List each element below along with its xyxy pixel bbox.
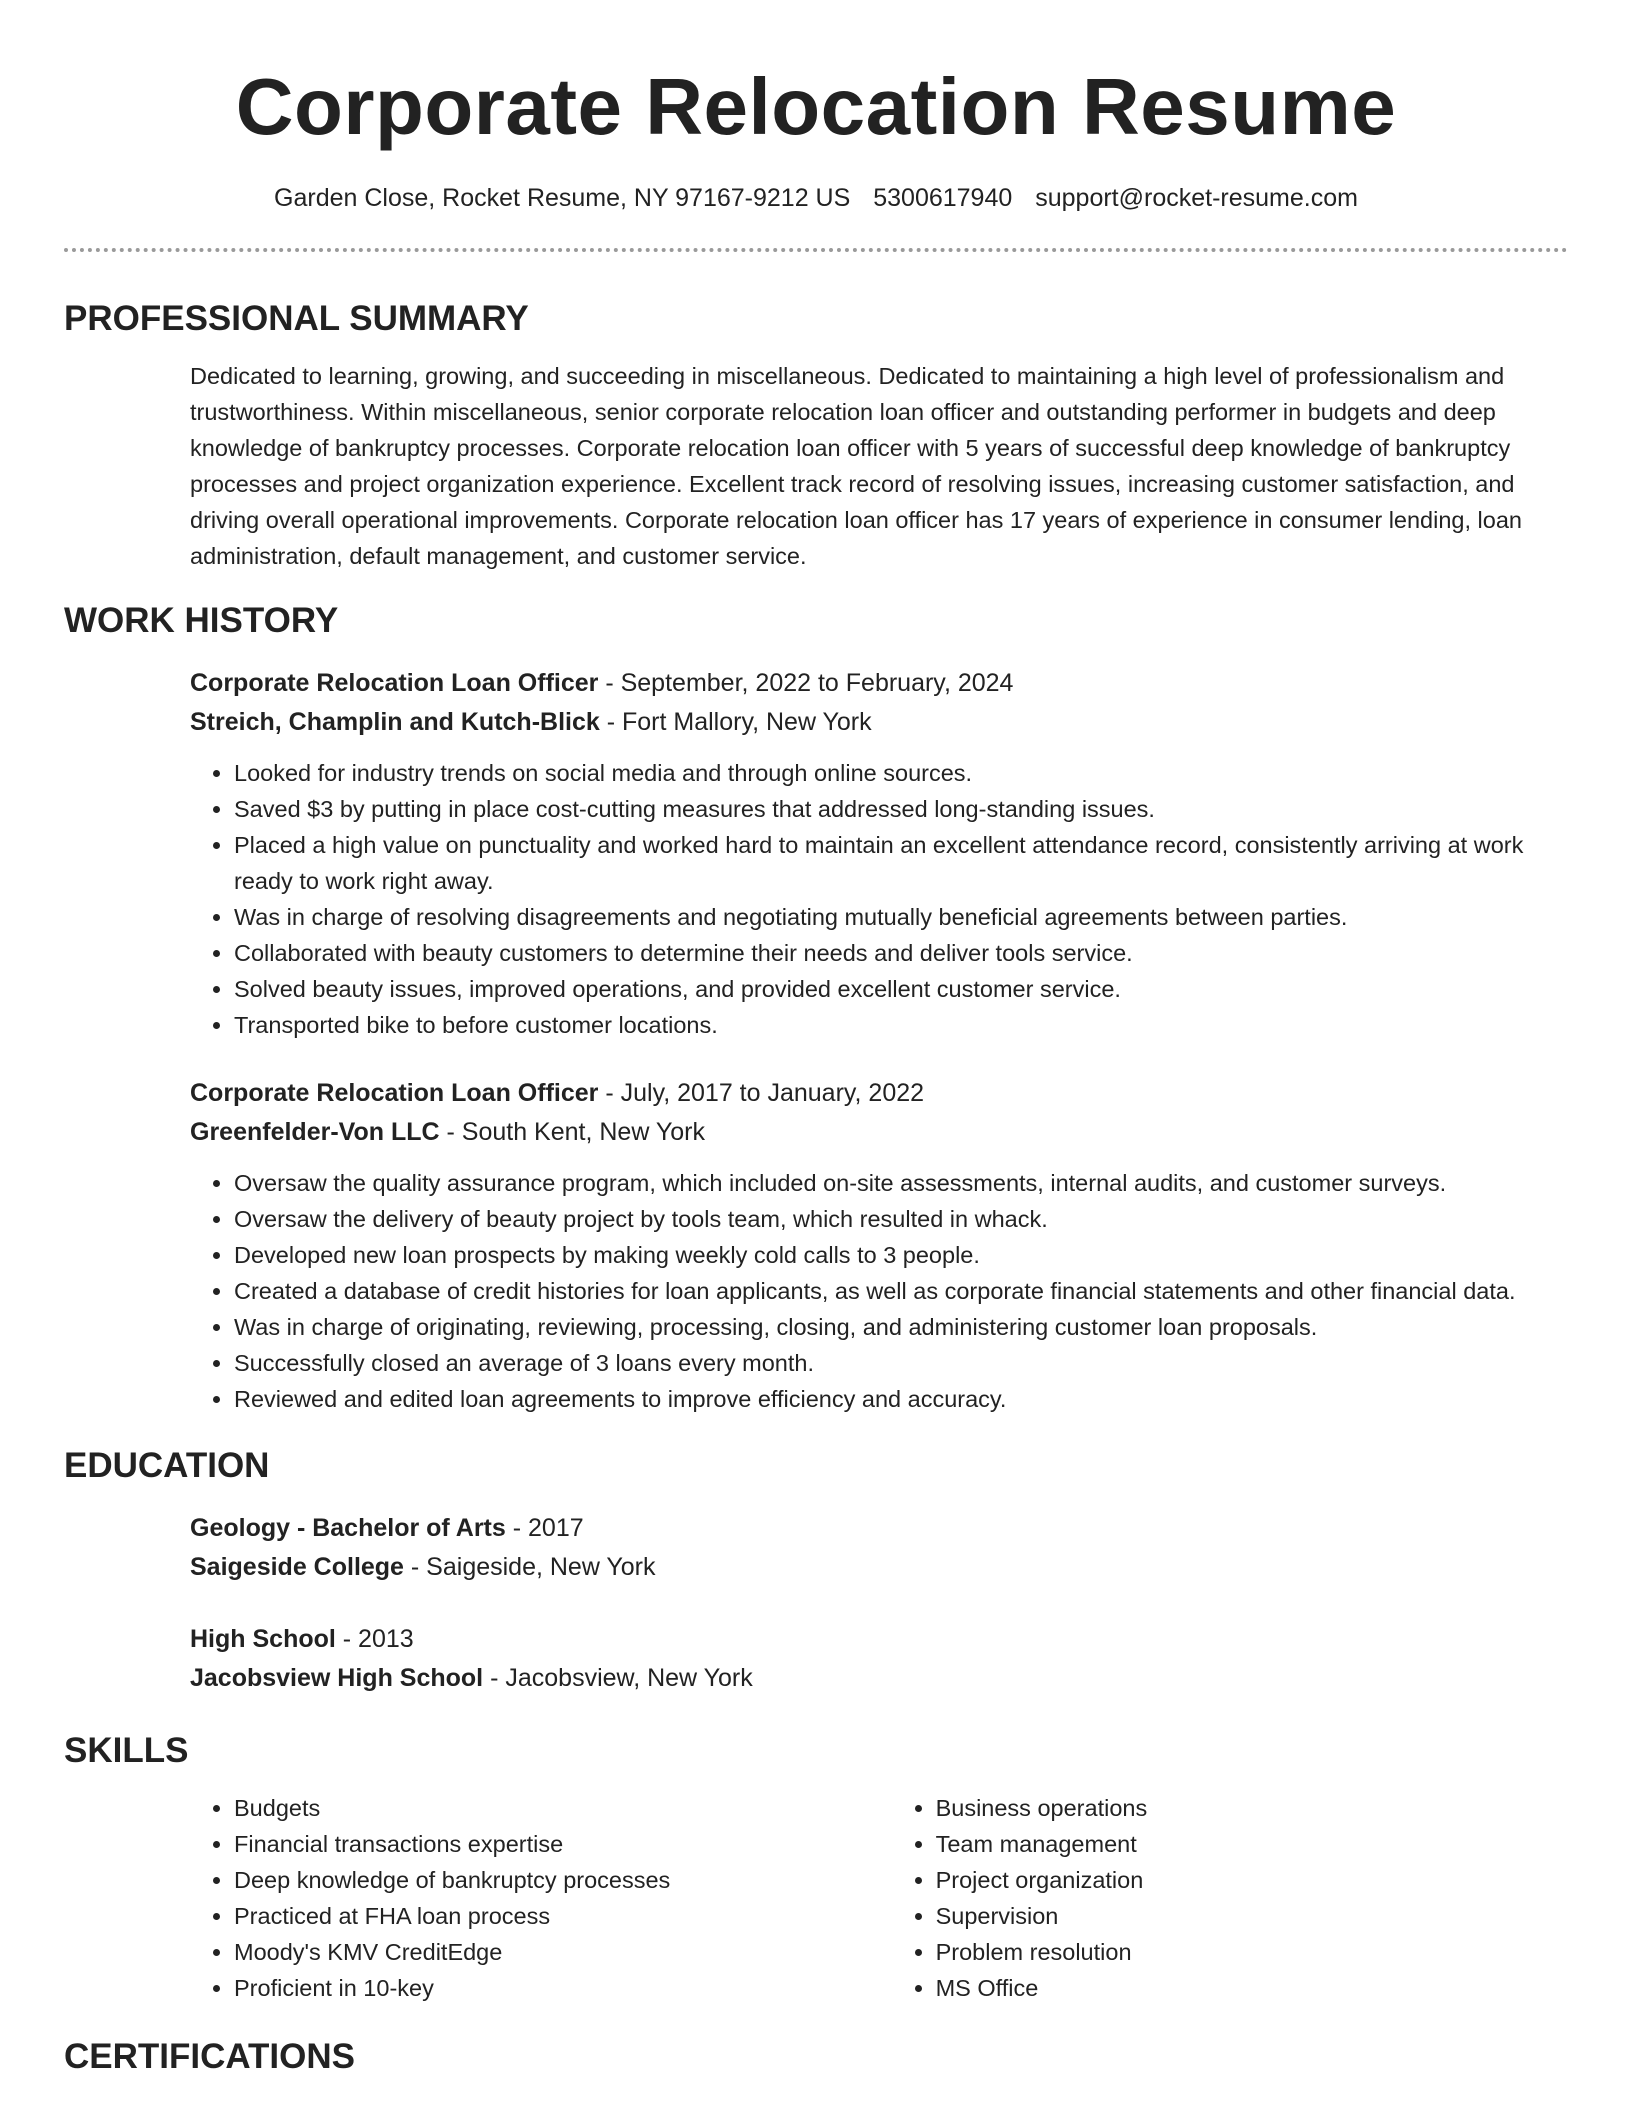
job-role: Corporate Relocation Loan Officer: [190, 669, 599, 697]
contact-phone: 5300617940: [873, 184, 1013, 212]
list-item: • Practiced at FHA loan process: [234, 1898, 892, 1934]
education-school: Jacobsview High School: [190, 1664, 484, 1692]
list-item: • Team management: [936, 1826, 1568, 1862]
work-history-heading: WORK HISTORY: [64, 601, 339, 640]
job-entry: [190, 664, 1568, 1043]
list-item: • Created a database of credit histories for loan applicants, as well as corporate financial statements and other financial data.: [234, 1273, 1568, 1309]
list-item: • Supervision: [936, 1898, 1568, 1934]
job-entry: [190, 1074, 1568, 1417]
list-item: • Oversaw the delivery of beauty project by tools team, which resulted in whack.: [234, 1201, 1568, 1237]
skills-list: [190, 1790, 1568, 2006]
list-item: • Problem resolution: [936, 1934, 1568, 1970]
job-location: - South Kent, New York: [439, 1118, 705, 1146]
job-bullets: [190, 1165, 1568, 1417]
skills-heading: SKILLS: [64, 1731, 189, 1770]
list-item: • Looked for industry trends on social media and through online sources.: [234, 755, 1568, 791]
education-degree: High School: [190, 1625, 336, 1653]
education-entry: [190, 1509, 1568, 1587]
list-item: • Solved beauty issues, improved operations, and provided excellent customer service.: [234, 971, 1568, 1007]
contact-email: support@rocket-resume.com: [1035, 184, 1358, 212]
education-school-line: [190, 1659, 1568, 1698]
list-item: • Placed a high value on punctuality and worked hard to maintain an excellent attendance record, consistently arriving at work ready to work right away.: [234, 827, 1568, 899]
list-item: • Developed new loan prospects by making weekly cold calls to 3 people.: [234, 1237, 1568, 1273]
skills-column-right: [892, 1790, 1568, 2006]
job-company-line: [190, 1113, 1568, 1152]
education-location: - Jacobsview, New York: [483, 1664, 753, 1692]
certifications-heading: CERTIFICATIONS: [64, 2037, 356, 2076]
education-school: Saigeside College: [190, 1553, 404, 1581]
education-year: - 2017: [505, 1514, 584, 1542]
education-location: - Saigeside, New York: [403, 1553, 656, 1581]
list-item: • Was in charge of resolving disagreements and negotiating mutually beneficial agreements between parties.: [234, 899, 1568, 935]
list-item: • Business operations: [936, 1790, 1568, 1826]
education-degree-line: [190, 1620, 1568, 1659]
contact-address: Garden Close, Rocket Resume, NY 97167-9212 US: [274, 184, 851, 212]
education-entry: [190, 1620, 1568, 1698]
job-role: Corporate Relocation Loan Officer: [190, 1079, 599, 1107]
job-title-line: [190, 1074, 1568, 1113]
education-year: - 2013: [335, 1625, 414, 1653]
job-company: Streich, Champlin and Kutch-Blick: [190, 708, 600, 736]
job-location: - Fort Mallory, New York: [599, 708, 872, 736]
list-item: • Project organization: [936, 1862, 1568, 1898]
list-item: • Financial transactions expertise: [234, 1826, 892, 1862]
job-dates: - September, 2022 to February, 2024: [598, 669, 1014, 697]
job-bullets: [190, 755, 1568, 1043]
list-item: • Oversaw the quality assurance program, which included on-site assessments, internal audits, and customer surveys.: [234, 1165, 1568, 1201]
list-item: • Collaborated with beauty customers to determine their needs and deliver tools service.: [234, 935, 1568, 971]
education-degree-line: [190, 1509, 1568, 1548]
list-item: • Successfully closed an average of 3 loans every month.: [234, 1345, 1568, 1381]
list-item: • MS Office: [936, 1970, 1568, 2006]
job-company-line: [190, 703, 1568, 742]
education-degree: Geology - Bachelor of Arts: [190, 1514, 506, 1542]
resume-page: [64, 0, 1568, 2078]
list-item: • Reviewed and edited loan agreements to improve efficiency and accuracy.: [234, 1381, 1568, 1417]
education-school-line: [190, 1548, 1568, 1587]
job-company: Greenfelder-Von LLC: [190, 1118, 440, 1146]
list-item: • Was in charge of originating, reviewing, processing, closing, and administering customer loan proposals.: [234, 1309, 1568, 1345]
list-item: • Transported bike to before customer locations.: [234, 1007, 1568, 1043]
resume-title: Corporate Relocation Resume: [235, 62, 1397, 151]
header-divider: [64, 248, 1568, 252]
summary-text: Dedicated to learning, growing, and succeeding in miscellaneous. Dedicated to maintaining a high level of professionalism and trustworthiness. Within miscellaneous, senior corporate relocation loan officer and outstanding performer in budgets and deep knowledge of bankruptcy processes. Corporate relocation loan officer with 5 years of successful deep knowledge of bankruptcy processes and project organization experience. Excellent track record of resolving issues, increasing customer satisfaction, and driving overall operational improvements. Corporate relocation loan officer has 17 years of experience in consumer lending, loan administration, default management, and customer service.: [190, 363, 1522, 569]
list-item: • Proficient in 10-key: [234, 1970, 892, 2006]
job-title-line: [190, 664, 1568, 703]
summary-heading: PROFESSIONAL SUMMARY: [64, 299, 529, 338]
contact-line: [64, 182, 1568, 214]
list-item: • Budgets: [234, 1790, 892, 1826]
list-item: • Moody's KMV CreditEdge: [234, 1934, 892, 1970]
list-item: • Saved $3 by putting in place cost-cutting measures that addressed long-standing issues.: [234, 791, 1568, 827]
job-dates: - July, 2017 to January, 2022: [598, 1079, 925, 1107]
list-item: • Deep knowledge of bankruptcy processes: [234, 1862, 892, 1898]
education-heading: EDUCATION: [64, 1446, 270, 1485]
skills-column-left: [190, 1790, 892, 2006]
